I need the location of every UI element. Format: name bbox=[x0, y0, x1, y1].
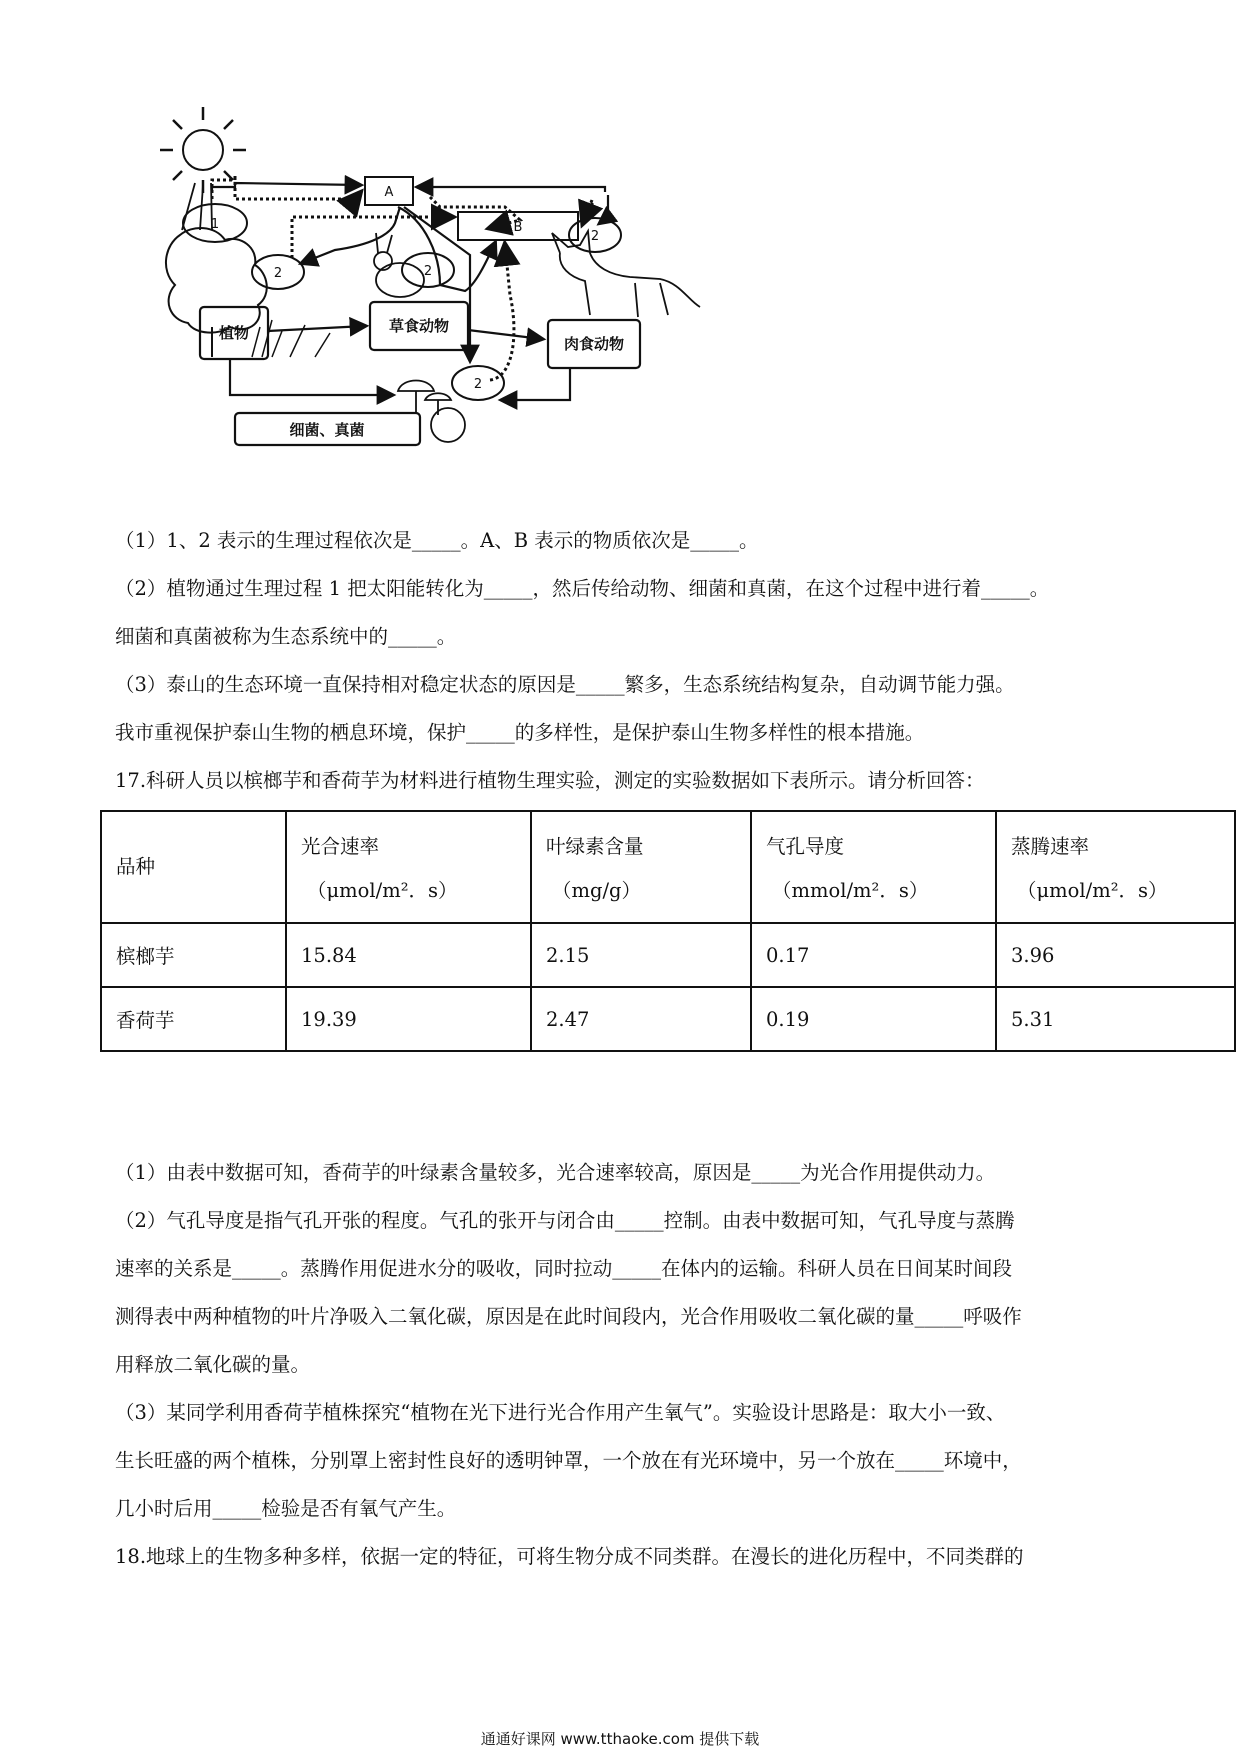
page-footer: 通通好课网 www.tthaoke.com 提供下载 bbox=[480, 1730, 760, 1748]
q16-part2-line1: （2）植物通过生理过程 1 把太阳能转化为_____，然后传给动物、细菌和真菌，在这个过程中进行着_____。 bbox=[115, 577, 1050, 600]
diagram-label-2-herbivore: 2 bbox=[423, 264, 433, 279]
table-header-cell: 蒸腾速率 （μmol/m²．s） bbox=[996, 811, 1235, 923]
sun-icon bbox=[160, 107, 246, 193]
table-row bbox=[101, 987, 1235, 1051]
table-cell: 2.47 bbox=[531, 987, 751, 1051]
table-cell: 0.19 bbox=[751, 987, 996, 1051]
table-row bbox=[101, 923, 1235, 987]
table-cell: 5.31 bbox=[996, 987, 1235, 1051]
q16-part3-line1: （3）泰山的生态环境一直保持相对稳定状态的原因是_____繁多，生态系统结构复杂，自动调节能力强。 bbox=[115, 673, 1015, 696]
q16-part2-line2: 细菌和真菌被称为生态系统中的_____。 bbox=[115, 625, 457, 648]
ecosystem-diagram bbox=[140, 95, 760, 505]
table-header-cell: 叶绿素含量 （mg/g） bbox=[531, 811, 751, 923]
diagram-box-decomposers: 细菌、真菌 bbox=[289, 421, 365, 439]
table-cell-variety: 香荷芋 bbox=[101, 987, 286, 1051]
table-cell: 0.17 bbox=[751, 923, 996, 987]
soil-organisms-icon bbox=[431, 408, 465, 442]
q17-part3-line2: 生长旺盛的两个植株，分别罩上密封性良好的透明钟罩，一个放在有光环境中，另一个放在_____环境中， bbox=[115, 1449, 1022, 1472]
q17-part2-line4: 用释放二氧化碳的量。 bbox=[115, 1353, 311, 1376]
table-cell: 3.96 bbox=[996, 923, 1235, 987]
table-header-variety: 品种 bbox=[101, 811, 286, 923]
table-cell-variety: 槟榔芋 bbox=[101, 923, 286, 987]
table-cell: 15.84 bbox=[286, 923, 531, 987]
q17-part2-line3: 测得表中两种植物的叶片净吸入二氧化碳，原因是在此时间段内，光合作用吸收二氧化碳的量_____呼吸作 bbox=[115, 1305, 1022, 1328]
diagram-label-2-decomposer: 2 bbox=[473, 377, 483, 392]
diagram-label-2-carnivore: 2 bbox=[590, 229, 600, 244]
q17-part2-line2: 速率的关系是_____。蒸腾作用促进水分的吸收，同时拉动_____在体内的运输。科研人员在日间某时间段 bbox=[115, 1257, 1013, 1280]
diagram-label-1: 1 bbox=[210, 217, 220, 232]
diagram-label-2-plant: 2 bbox=[273, 266, 283, 281]
q16-part1: （1）1、2 表示的生理过程依次是_____。A、B 表示的物质依次是_____。 bbox=[115, 529, 759, 552]
q17-part2-line1: （2）气孔导度是指气孔开张的程度。气孔的张开与闭合由_____控制。由表中数据可知，气孔导度与蒸腾 bbox=[115, 1209, 1015, 1232]
diagram-box-herbivores: 草食动物 bbox=[388, 317, 450, 335]
table-header-cell: 气孔导度 （mmol/m²．s） bbox=[751, 811, 996, 923]
q17-part3-line3: 几小时后用_____检验是否有氧气产生。 bbox=[115, 1497, 457, 1520]
q18-intro: 18.地球上的生物多种多样，依据一定的特征，可将生物分成不同类群。在漫长的进化历程中，不同类群的 bbox=[115, 1545, 1024, 1568]
tree-icon bbox=[166, 228, 267, 333]
mushroom-icon bbox=[398, 381, 451, 416]
q16-part3-line2: 我市重视保护泰山生物的栖息环境，保护_____的多样性，是保护泰山生物多样性的根本措施。 bbox=[115, 721, 925, 744]
table-cell: 19.39 bbox=[286, 987, 531, 1051]
q17-intro: 17.科研人员以槟榔芋和香荷芋为材料进行植物生理实验，测定的实验数据如下表所示。请分析回答： bbox=[115, 769, 985, 792]
table-header-row bbox=[101, 811, 1235, 923]
diagram-label-a: A bbox=[384, 185, 394, 200]
rabbit-icon bbox=[374, 233, 424, 297]
q17-part1: （1）由表中数据可知，香荷芋的叶绿素含量较多，光合速率较高，原因是_____为光合作用提供动力。 bbox=[115, 1161, 996, 1184]
diagram-box-plants: 植物 bbox=[218, 324, 250, 342]
q17-part3-line1: （3）某同学利用香荷芋植株探究“植物在光下进行光合作用产生氧气”。实验设计思路是：取大小一致、 bbox=[115, 1401, 1006, 1424]
experiment-data-table bbox=[100, 810, 1236, 1052]
diagram-box-carnivores: 肉食动物 bbox=[563, 335, 625, 353]
diagram-label-b: B bbox=[513, 220, 523, 235]
table-header-cell: 光合速率 （μmol/m²．s） bbox=[286, 811, 531, 923]
table-cell: 2.15 bbox=[531, 923, 751, 987]
